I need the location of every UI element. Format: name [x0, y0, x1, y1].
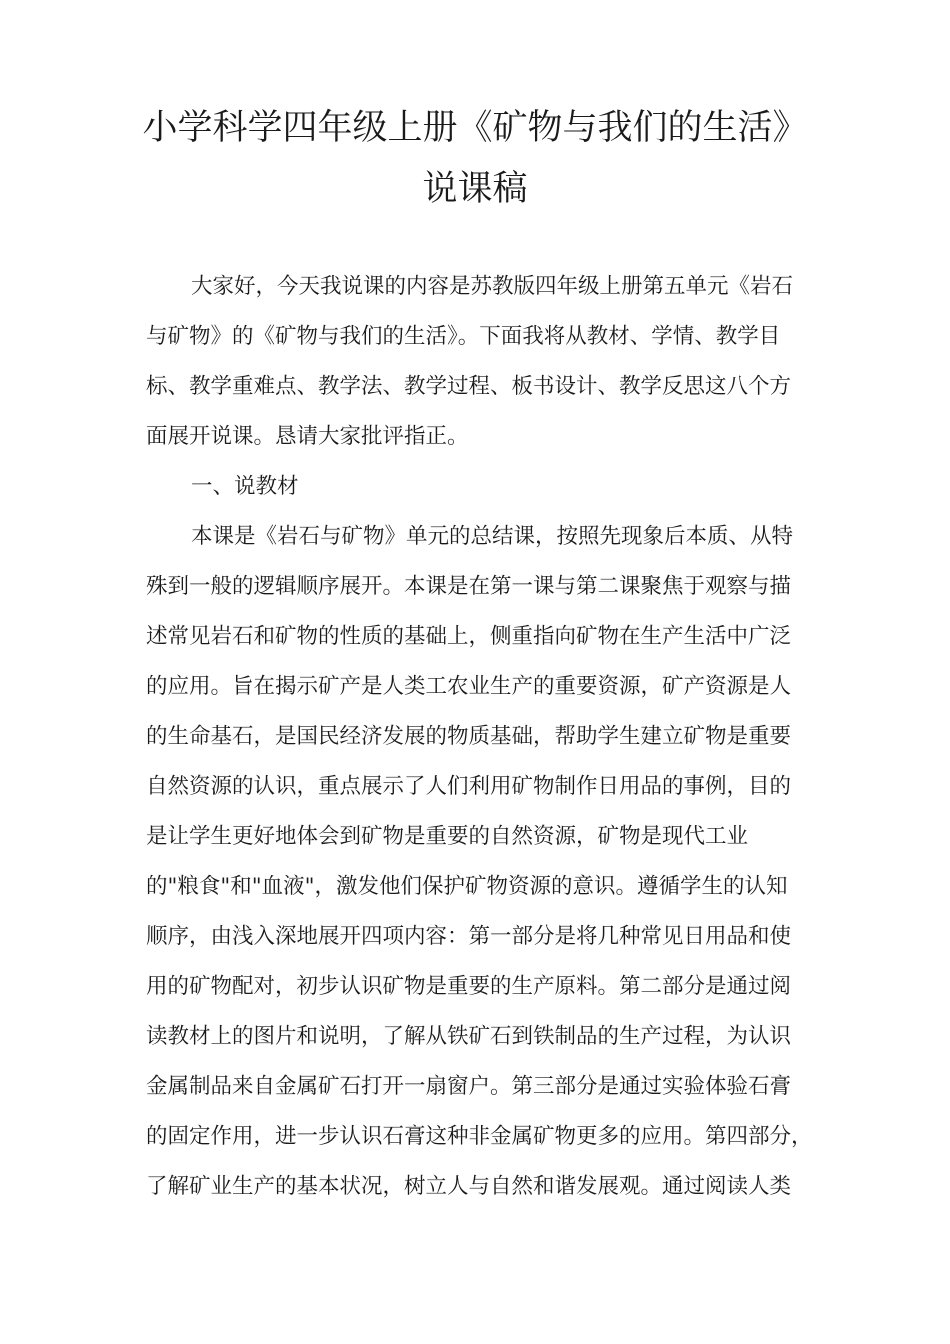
title-line-2: 说课稿 [422, 169, 528, 209]
paragraph-line: 了解矿业生产的基本状况，树立人与自然和谐发展观。通过阅读人类 [146, 1174, 792, 1199]
section-heading: 一、说教材 [191, 474, 299, 499]
paragraph-line: 的固定作用，进一步认识石膏这种非金属矿物更多的应用。第四部分， [146, 1124, 813, 1149]
paragraph-line: 读教材上的图片和说明，了解从铁矿石到铁制品的生产过程，为认识 [146, 1024, 792, 1049]
document-body [146, 262, 826, 1212]
paragraph-line: 面展开说课。恳请大家批评指正。 [146, 424, 469, 449]
paragraph-line: 顺序，由浅入深地展开四项内容：第一部分是将几种常见日用品和使 [146, 924, 792, 949]
paragraph-line: 标、教学重难点、教学法、教学过程、板书设计、教学反思这八个方 [146, 374, 792, 399]
paragraph-line: 与矿物》的《矿物与我们的生活》。下面我将从教材、学情、教学目 [146, 324, 781, 349]
paragraph-line: 本课是《岩石与矿物》单元的总结课，按照先现象后本质、从特 [191, 524, 794, 549]
paragraph-line: 金属制品来自金属矿石打开一扇窗户。第三部分是通过实验体验石膏 [146, 1074, 792, 1099]
title-line-1: 小学科学四年级上册《矿物与我们的生活》 [142, 108, 808, 148]
paragraph-line: 的应用。旨在揭示矿产是人类工农业生产的重要资源，矿产资源是人 [146, 674, 792, 699]
document-title [100, 98, 850, 220]
paragraph-line: 自然资源的认识，重点展示了人们利用矿物制作日用品的事例，目的 [146, 774, 792, 799]
paragraph-line: 述常见岩石和矿物的性质的基础上，侧重指向矿物在生产生活中广泛 [146, 624, 792, 649]
paragraph-line: 的"粮食"和"血液"，激发他们保护矿物资源的意识。遵循学生的认知 [146, 874, 788, 899]
paragraph-line: 是让学生更好地体会到矿物是重要的自然资源，矿物是现代工业 [146, 824, 749, 849]
paragraph-line: 用的矿物配对，初步认识矿物是重要的生产原料。第二部分是通过阅 [146, 974, 792, 999]
paragraph-line: 殊到一般的逻辑顺序展开。本课是在第一课与第二课聚焦于观察与描 [146, 574, 792, 599]
paragraph-line: 的生命基石，是国民经济发展的物质基础，帮助学生建立矿物是重要 [146, 724, 792, 749]
paragraph-line: 大家好，今天我说课的内容是苏教版四年级上册第五单元《岩石 [191, 274, 794, 299]
